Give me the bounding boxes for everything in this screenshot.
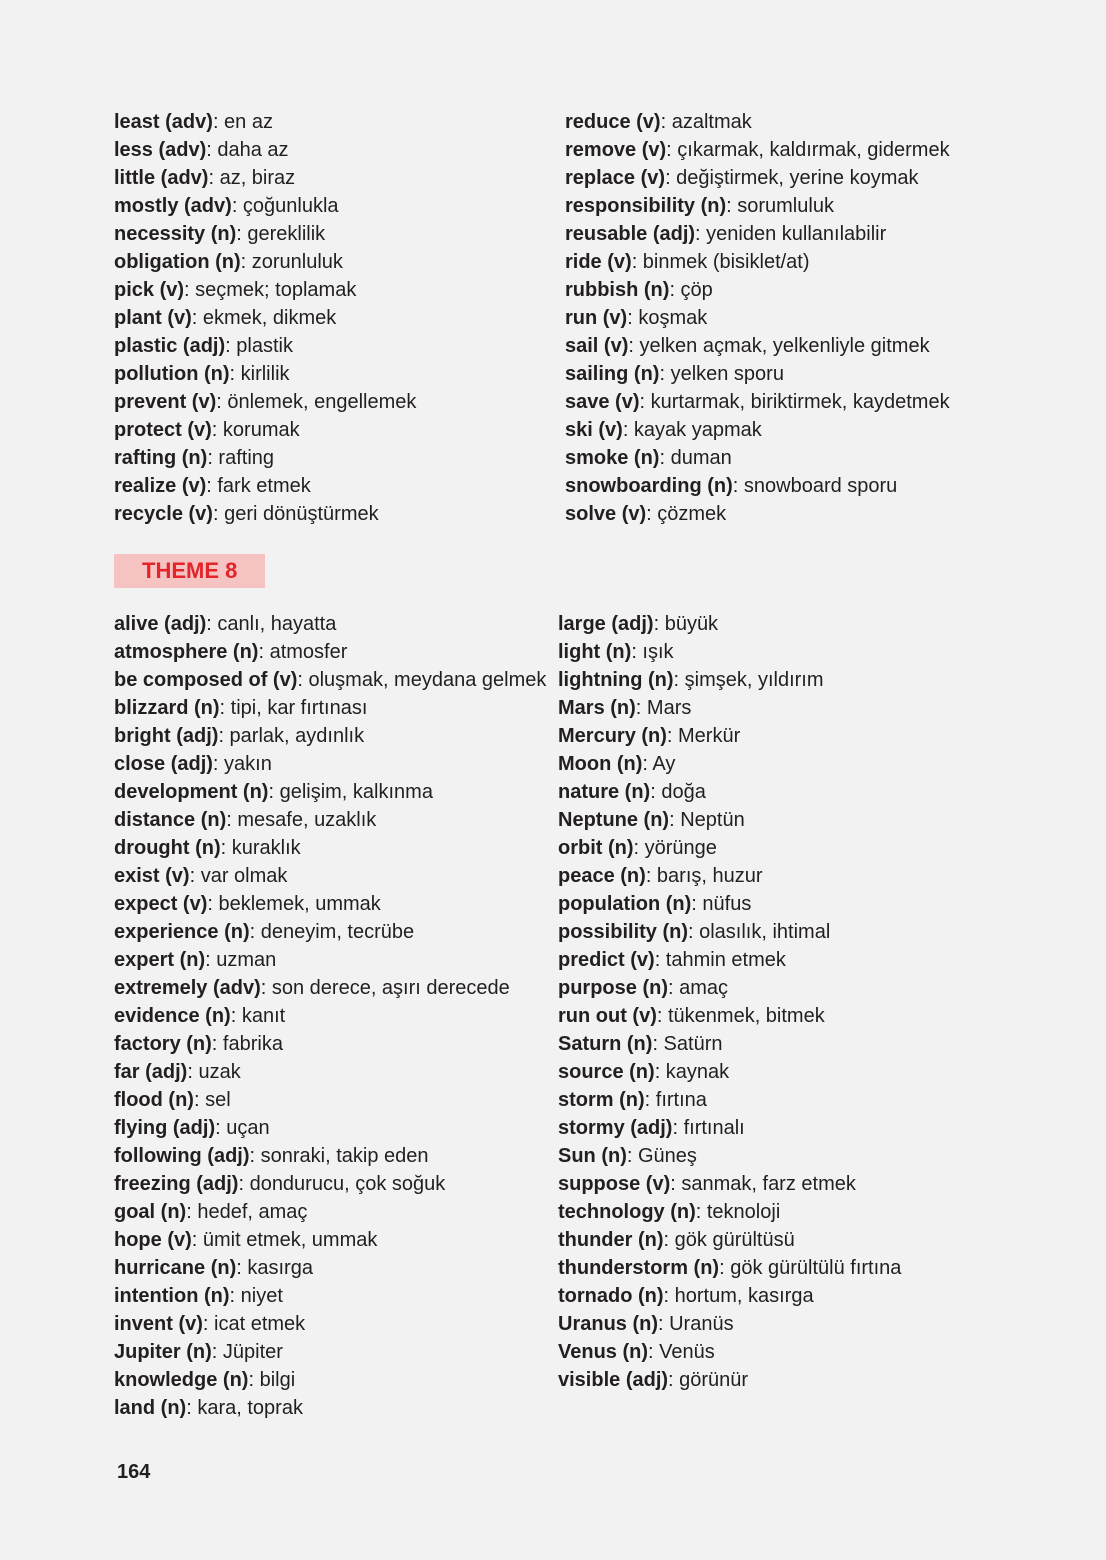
vocab-definition: : önlemek, engellemek [216, 391, 417, 413]
vocab-term: tornado (n) [558, 1285, 664, 1307]
vocab-entry [565, 164, 950, 192]
vocab-entry [565, 304, 950, 332]
vocab-definition: : kuraklık [220, 837, 301, 859]
vocab-term: orbit (n) [558, 837, 634, 859]
vocab-definition: : binmek (bisiklet/at) [631, 251, 810, 273]
vocab-entry [114, 1198, 546, 1226]
vocab-term: distance (n) [114, 809, 227, 831]
vocab-entry [114, 416, 416, 444]
vocab-term: plant (v) [114, 307, 192, 329]
vocab-definition: : az, biraz [208, 167, 296, 189]
vocab-entry [558, 834, 901, 862]
vocab-term: peace (n) [558, 865, 646, 887]
vocab-term: light (n) [558, 641, 632, 663]
vocab-term: bright (adj) [114, 725, 219, 747]
vocab-entry [114, 444, 416, 472]
vocab-definition: : sonraki, takip eden [249, 1145, 429, 1167]
vocab-definition: : rafting [207, 447, 275, 469]
vocab-definition: : kaynak [654, 1061, 730, 1083]
vocab-entry [565, 136, 950, 164]
page-number: 164 [117, 1461, 151, 1483]
vocab-term: possibility (n) [558, 921, 688, 943]
vocab-definition: : kirlilik [229, 363, 290, 385]
vocab-definition: : yelken sporu [659, 363, 784, 385]
vocab-entry [565, 192, 950, 220]
vocab-entry [565, 220, 950, 248]
vocab-entry [558, 694, 901, 722]
vocab-term: protect (v) [114, 419, 212, 441]
theme-8-heading: THEME 8 [114, 554, 265, 588]
vocab-term: source (n) [558, 1061, 655, 1083]
vocab-term: Mars (n) [558, 697, 636, 719]
vocab-term: hurricane (n) [114, 1257, 237, 1279]
vocab-definition: : şimşek, yıldırım [673, 669, 824, 691]
vocab-term: lightning (n) [558, 669, 674, 691]
vocab-term: snowboarding (n) [565, 475, 733, 497]
vocab-term: large (adj) [558, 613, 654, 635]
vocab-term: nature (n) [558, 781, 651, 803]
vocab-definition: : tükenmek, bitmek [656, 1005, 825, 1027]
vocab-entry [114, 750, 546, 778]
vocab-term: technology (n) [558, 1201, 696, 1223]
vocab-entry [114, 610, 546, 638]
vocab-term: sailing (n) [565, 363, 660, 385]
vocab-term: knowledge (n) [114, 1369, 249, 1391]
theme8-right-column [558, 610, 901, 1394]
vocab-entry [114, 192, 416, 220]
vocab-entry [114, 1170, 546, 1198]
vocab-definition: : yakın [212, 753, 272, 775]
vocab-term: recycle (v) [114, 503, 213, 525]
vocab-entry [565, 332, 950, 360]
vocab-definition: : fırtınalı [672, 1117, 745, 1139]
vocab-entry [114, 834, 546, 862]
vocab-term: freezing (adj) [114, 1173, 239, 1195]
vocab-term: evidence (n) [114, 1005, 231, 1027]
vocab-entry [114, 1058, 546, 1086]
vocab-definition: : korumak [211, 419, 300, 441]
vocab-definition: : Merkür [666, 725, 741, 747]
vocab-entry [558, 1002, 901, 1030]
vocab-definition: : sanmak, farz etmek [670, 1173, 856, 1195]
vocab-definition: : gök gürültülü fırtına [719, 1257, 902, 1279]
vocab-definition: : niyet [229, 1285, 283, 1307]
vocab-term: goal (n) [114, 1201, 187, 1223]
vocab-definition: : kurtarmak, biriktirmek, kaydetmek [639, 391, 950, 413]
vocab-term: hope (v) [114, 1229, 192, 1251]
vocab-definition: : Uranüs [658, 1313, 734, 1335]
vocab-entry [565, 472, 950, 500]
vocab-entry [565, 248, 950, 276]
vocab-entry [114, 1254, 546, 1282]
vocab-term: mostly (adv) [114, 195, 232, 217]
vocab-definition: : tahmin etmek [654, 949, 786, 971]
vocab-term: close (adj) [114, 753, 213, 775]
vocab-definition: : deneyim, tecrübe [249, 921, 415, 943]
vocab-term: Venus (n) [558, 1341, 649, 1363]
vocab-definition: : son derece, aşırı derecede [260, 977, 510, 999]
vocab-definition: : icat etmek [202, 1313, 306, 1335]
vocab-entry [114, 666, 546, 694]
vocab-entry [114, 1030, 546, 1058]
vocab-definition: : doğa [650, 781, 706, 803]
vocab-entry [565, 416, 950, 444]
vocab-entry [558, 1170, 901, 1198]
vocab-term: expect (v) [114, 893, 208, 915]
vocab-entry [558, 1366, 901, 1394]
vocab-term: predict (v) [558, 949, 655, 971]
vocab-definition: : beklemek, ummak [207, 893, 381, 915]
vocab-entry [558, 1142, 901, 1170]
vocab-definition: : bilgi [248, 1369, 296, 1391]
vocab-term: development (n) [114, 781, 269, 803]
vocab-definition: : tipi, kar fırtınası [219, 697, 368, 719]
vocab-entry [114, 862, 546, 890]
vocab-entry [114, 1394, 546, 1422]
vocab-term: plastic (adj) [114, 335, 226, 357]
vocab-entry [114, 1338, 546, 1366]
vocab-definition: : amaç [668, 977, 729, 999]
vocab-term: little (adv) [114, 167, 209, 189]
vocab-definition: : uzman [205, 949, 277, 971]
vocab-definition: : dondurucu, çok soğuk [238, 1173, 446, 1195]
vocab-term: far (adj) [114, 1061, 188, 1083]
vocab-term: less (adv) [114, 139, 207, 161]
vocab-entry [114, 1086, 546, 1114]
vocab-definition: : gelişim, kalkınma [268, 781, 433, 803]
vocab-definition: : yelken açmak, yelkenliyle gitmek [628, 335, 930, 357]
vocab-definition: : gereklilik [236, 223, 326, 245]
vocab-entry [114, 722, 546, 750]
vocab-definition: : çoğunlukla [231, 195, 339, 217]
vocab-term: Neptune (n) [558, 809, 670, 831]
vocab-term: obligation (n) [114, 251, 241, 273]
vocab-term: flood (n) [114, 1089, 194, 1111]
vocab-entry [558, 1282, 901, 1310]
vocab-definition: : duman [659, 447, 732, 469]
vocab-definition: : yeniden kullanılabilir [695, 223, 887, 245]
vocab-term: Uranus (n) [558, 1313, 658, 1335]
vocab-term: exist (v) [114, 865, 190, 887]
vocab-entry [114, 164, 416, 192]
vocab-entry [114, 248, 416, 276]
vocab-entry [558, 806, 901, 834]
vocab-definition: : Ay [642, 753, 676, 775]
vocab-term: Sun (n) [558, 1145, 627, 1167]
vocab-definition: : büyük [653, 613, 719, 635]
vocab-term: flying (adj) [114, 1117, 216, 1139]
vocab-definition: : en az [212, 111, 273, 133]
theme7-right-column [565, 108, 950, 528]
vocab-definition: : çöp [669, 279, 713, 301]
vocab-entry [558, 918, 901, 946]
vocab-definition: : nüfus [691, 893, 752, 915]
vocab-definition: : hedef, amaç [186, 1201, 308, 1223]
vocab-definition: : fabrika [211, 1033, 283, 1055]
vocab-definition: : kayak yapmak [622, 419, 762, 441]
vocab-entry [114, 1310, 546, 1338]
vocab-definition: : barış, huzur [645, 865, 763, 887]
vocab-term: responsibility (n) [565, 195, 727, 217]
vocab-definition: : plastik [225, 335, 293, 357]
vocab-entry [565, 360, 950, 388]
vocab-definition: : fırtına [644, 1089, 707, 1111]
vocab-term: run (v) [565, 307, 628, 329]
vocab-entry [558, 1114, 901, 1142]
vocab-term: thunder (n) [558, 1229, 664, 1251]
vocab-entry [114, 360, 416, 388]
vocab-term: Mercury (n) [558, 725, 667, 747]
vocab-entry [114, 694, 546, 722]
vocab-entry [114, 472, 416, 500]
vocab-term: rafting (n) [114, 447, 208, 469]
vocab-term: thunderstorm (n) [558, 1257, 720, 1279]
vocab-definition: : yörünge [633, 837, 717, 859]
vocab-term: alive (adj) [114, 613, 207, 635]
vocab-term: solve (v) [565, 503, 647, 525]
vocab-term: remove (v) [565, 139, 667, 161]
vocab-entry [565, 444, 950, 472]
vocab-definition: : ışık [631, 641, 674, 663]
vocab-term: suppose (v) [558, 1173, 671, 1195]
vocab-term: Jupiter (n) [114, 1341, 212, 1363]
vocab-entry [114, 304, 416, 332]
vocab-term: pick (v) [114, 279, 185, 301]
vocab-entry [558, 1198, 901, 1226]
vocab-entry [565, 276, 950, 304]
vocab-term: rubbish (n) [565, 279, 670, 301]
vocab-entry [558, 666, 901, 694]
vocab-definition: : Mars [635, 697, 692, 719]
vocab-definition: : canlı, hayatta [206, 613, 337, 635]
vocab-entry [558, 890, 901, 918]
vocab-entry [114, 946, 546, 974]
vocab-definition: : uçan [215, 1117, 270, 1139]
vocab-definition: : uzak [187, 1061, 241, 1083]
vocab-term: reusable (adj) [565, 223, 696, 245]
vocab-term: run out (v) [558, 1005, 657, 1027]
vocab-definition: : kara, toprak [186, 1397, 303, 1419]
vocab-definition: : Venüs [648, 1341, 715, 1363]
vocab-definition: : görünür [668, 1369, 749, 1391]
vocab-entry [558, 638, 901, 666]
vocab-entry [114, 220, 416, 248]
vocab-term: invent (v) [114, 1313, 203, 1335]
vocab-definition: : Satürn [652, 1033, 723, 1055]
vocab-entry [114, 1114, 546, 1142]
vocab-definition: : olasılık, ihtimal [688, 921, 831, 943]
vocab-term: extremely (adv) [114, 977, 261, 999]
vocab-term: factory (n) [114, 1033, 212, 1055]
vocab-term: reduce (v) [565, 111, 661, 133]
vocab-entry [558, 1058, 901, 1086]
vocab-term: purpose (n) [558, 977, 668, 999]
vocab-entry [114, 1002, 546, 1030]
vocab-entry [558, 1338, 901, 1366]
vocab-entry [114, 332, 416, 360]
vocab-entry [114, 918, 546, 946]
vocab-entry [114, 778, 546, 806]
vocab-definition: : var olmak [189, 865, 288, 887]
vocab-definition: : Neptün [669, 809, 745, 831]
vocab-definition: : azaltmak [660, 111, 752, 133]
vocab-entry [558, 974, 901, 1002]
vocab-definition: : hortum, kasırga [663, 1285, 814, 1307]
vocab-entry [558, 778, 901, 806]
vocab-entry [114, 108, 416, 136]
vocab-definition: : fark etmek [206, 475, 311, 497]
vocab-term: least (adv) [114, 111, 213, 133]
vocab-entry [114, 1142, 546, 1170]
vocab-term: be composed of (v) [114, 669, 298, 691]
vocab-definition: : ekmek, dikmek [191, 307, 337, 329]
vocab-entry [114, 500, 416, 528]
vocab-definition: : gök gürültüsü [663, 1229, 795, 1251]
vocab-entry [114, 276, 416, 304]
vocab-term: stormy (adj) [558, 1117, 673, 1139]
vocab-term: expert (n) [114, 949, 206, 971]
vocab-term: drought (n) [114, 837, 221, 859]
vocab-entry [558, 1254, 901, 1282]
vocab-term: sail (v) [565, 335, 629, 357]
vocab-definition: : parlak, aydınlık [218, 725, 365, 747]
vocab-definition: : kasırga [236, 1257, 313, 1279]
vocab-term: land (n) [114, 1397, 187, 1419]
vocab-definition: : teknoloji [695, 1201, 781, 1223]
vocab-entry [565, 108, 950, 136]
vocab-entry [558, 1310, 901, 1338]
vocab-definition: : ümit etmek, ummak [191, 1229, 378, 1251]
vocab-term: necessity (n) [114, 223, 237, 245]
vocab-entry [558, 1030, 901, 1058]
theme8-left-column [114, 610, 546, 1422]
vocab-definition: : sel [193, 1089, 231, 1111]
vocab-term: ride (v) [565, 251, 632, 273]
vocab-term: realize (v) [114, 475, 207, 497]
vocab-term: pollution (n) [114, 363, 230, 385]
vocab-term: prevent (v) [114, 391, 217, 413]
vocab-entry [558, 750, 901, 778]
vocab-entry [114, 136, 416, 164]
vocab-entry [558, 722, 901, 750]
vocab-definition: : daha az [206, 139, 289, 161]
vocab-entry [558, 1226, 901, 1254]
vocab-entry [558, 1086, 901, 1114]
vocab-term: blizzard (n) [114, 697, 220, 719]
vocab-entry [558, 610, 901, 638]
vocab-term: following (adj) [114, 1145, 250, 1167]
vocab-term: ski (v) [565, 419, 623, 441]
vocab-entry [114, 1366, 546, 1394]
vocab-definition: : mesafe, uzaklık [226, 809, 377, 831]
vocab-entry [565, 500, 950, 528]
vocab-definition: : Güneş [626, 1145, 697, 1167]
vocab-term: save (v) [565, 391, 640, 413]
vocab-entry [558, 862, 901, 890]
vocab-definition: : oluşmak, meydana gelmek [297, 669, 547, 691]
vocab-term: Moon (n) [558, 753, 643, 775]
vocab-entry [114, 974, 546, 1002]
vocab-term: visible (adj) [558, 1369, 669, 1391]
vocab-entry [558, 946, 901, 974]
vocab-entry [565, 388, 950, 416]
vocab-term: storm (n) [558, 1089, 645, 1111]
vocab-entry [114, 1226, 546, 1254]
vocab-entry [114, 890, 546, 918]
vocab-definition: : çözmek [646, 503, 727, 525]
vocab-definition: : koşmak [627, 307, 708, 329]
vocab-term: Saturn (n) [558, 1033, 653, 1055]
vocab-definition: : değiştirmek, yerine koymak [665, 167, 919, 189]
vocab-entry [114, 806, 546, 834]
vocab-entry [114, 388, 416, 416]
vocab-term: replace (v) [565, 167, 666, 189]
vocab-entry [114, 638, 546, 666]
vocab-term: intention (n) [114, 1285, 230, 1307]
vocab-term: experience (n) [114, 921, 250, 943]
vocab-entry [114, 1282, 546, 1310]
vocab-term: atmosphere (n) [114, 641, 259, 663]
vocab-definition: : geri dönüştürmek [212, 503, 379, 525]
vocab-definition: : Jüpiter [211, 1341, 283, 1363]
vocab-definition: : zorunluluk [240, 251, 343, 273]
vocab-definition: : kanıt [230, 1005, 286, 1027]
vocab-definition: : atmosfer [258, 641, 348, 663]
vocab-term: population (n) [558, 893, 692, 915]
vocab-definition: : çıkarmak, kaldırmak, gidermek [666, 139, 950, 161]
vocab-term: smoke (n) [565, 447, 660, 469]
theme7-left-column [114, 108, 416, 528]
vocab-definition: : sorumluluk [726, 195, 834, 217]
vocab-definition: : snowboard sporu [732, 475, 898, 497]
vocab-definition: : seçmek; toplamak [184, 279, 357, 301]
